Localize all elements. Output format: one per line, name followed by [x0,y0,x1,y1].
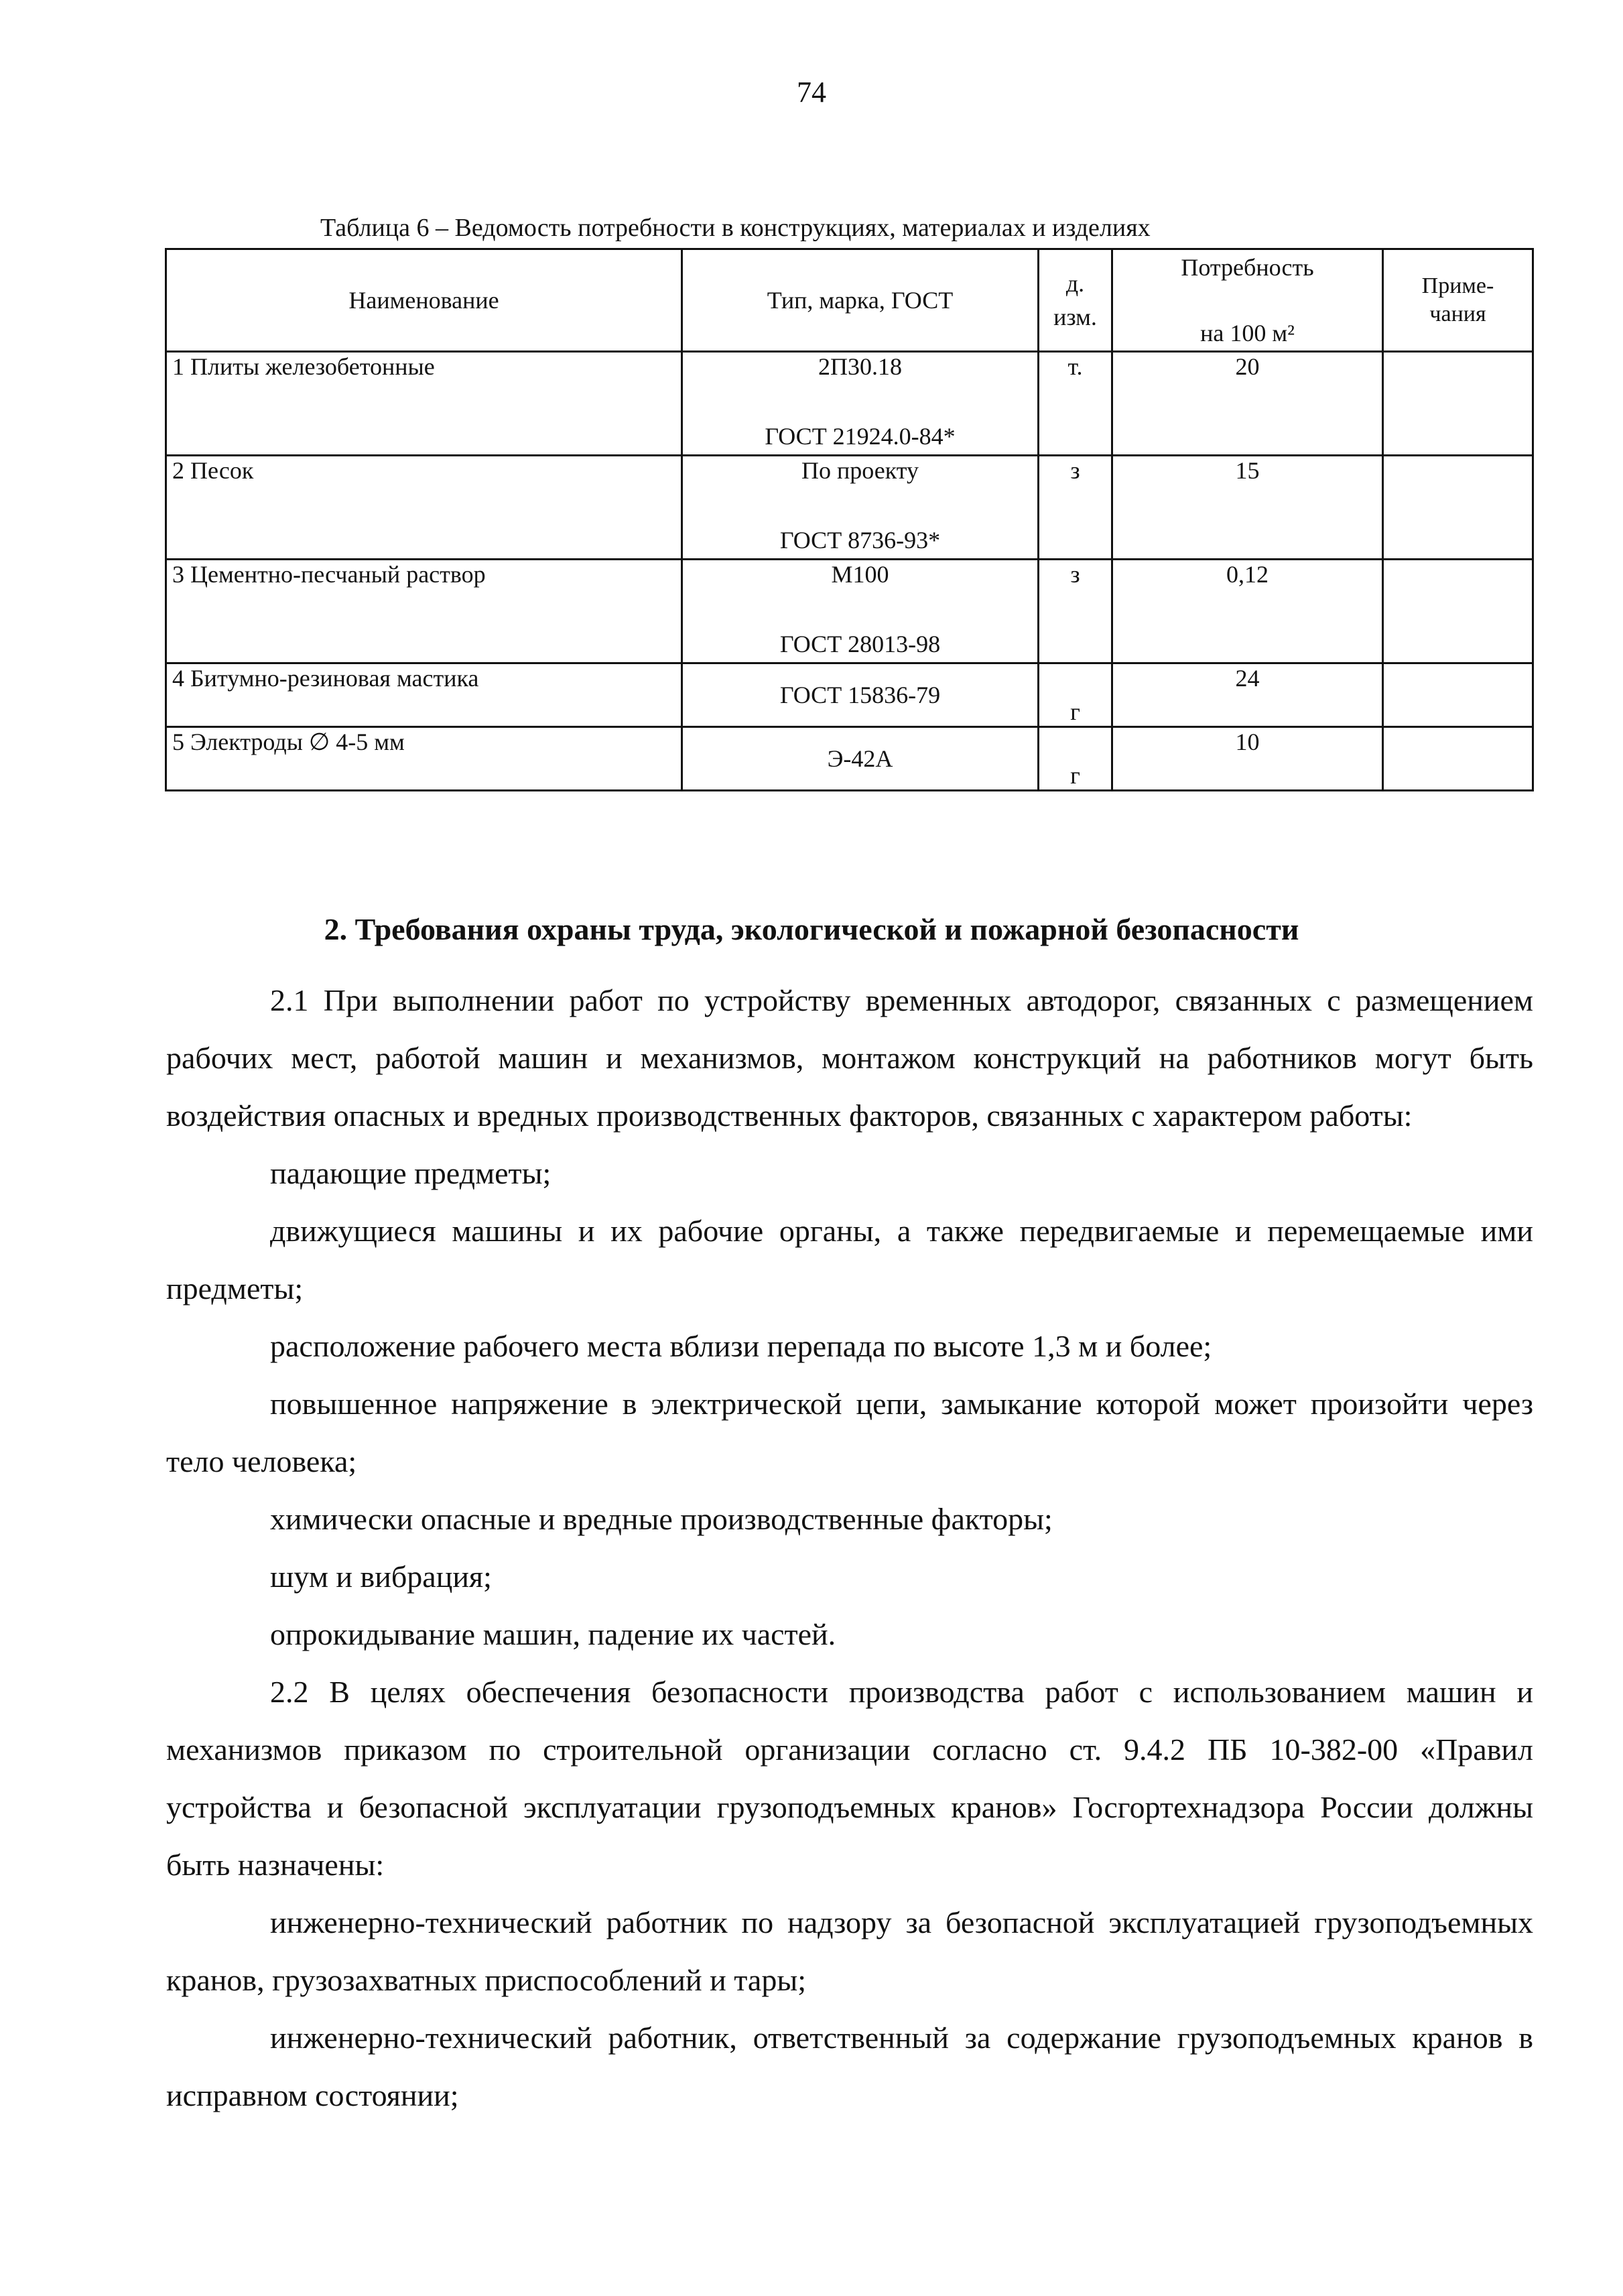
row-type [682,456,1039,560]
header-unit-bottom: изм. [1053,304,1097,330]
row-type-top: По проекту [801,457,919,484]
list-item: движущиеся машины и их рабочие органы, а также передвигаемые и перемещаемые ими предметы; [166,1214,1533,1305]
row-type: ГОСТ 15836-79 [682,663,1039,727]
table-header-row [166,249,1533,352]
row-unit: т. [1039,352,1112,456]
row-type-top: 2П30.18 [818,353,902,380]
row-qty: 10 [1112,727,1383,791]
header-notes [1383,249,1533,352]
table-row [166,663,1533,727]
section-heading: 2. Требования охраны труда, экологической и пожарной безопасности [324,912,1299,946]
list-item: повышенное напряжение в электрической цепи, замыкание которой может произойти через тело человека; [166,1387,1533,1478]
page-number: 74 [797,76,826,109]
row-type-bottom: ГОСТ 28013-98 [779,631,941,657]
row-name: 2 Песок [166,456,682,560]
header-unit-top: д. [1065,270,1085,297]
requirements-table [165,248,1534,791]
row-unit: з [1039,560,1112,663]
header-need [1112,249,1383,352]
row-type-top: М100 [831,561,889,588]
row-name: 1 Плиты железобетонные [166,352,682,456]
row-type: Э-42А [682,727,1039,791]
row-qty: 24 [1112,663,1383,727]
table-row [166,456,1533,560]
list-item: химически опасные и вредные производственные факторы; [270,1502,1053,1536]
header-need-bottom: на 100 м² [1200,320,1295,346]
row-qty: 20 [1112,352,1383,456]
table-row [166,560,1533,663]
row-unit: з [1039,456,1112,560]
section-body [166,972,1533,2124]
list-item: расположение рабочего места вблизи перепада по высоте 1,3 м и более; [270,1329,1212,1363]
row-note [1383,456,1533,560]
header-name: Наименование [166,249,682,352]
table-row [166,352,1533,456]
row-type [682,560,1039,663]
header-unit [1039,249,1112,352]
row-qty: 15 [1112,456,1383,560]
list-item: инженерно-технический работник, ответственный за содержание грузоподъемных кранов в исправном состоянии; [166,2021,1533,2112]
paragraph: 2.2 В целях обеспечения безопасности производства работ с использованием машин и механизмов приказом по строительной организации согласно ст. 9.4.2 ПБ 10-382-00 «Правил устройства и безопасной эксплуатации грузоподъемных кранов» Госгортехнадзора России должны быть назначены: [166,1675,1533,1882]
row-note [1383,727,1533,791]
list-item: шум и вибрация; [270,1559,492,1594]
list-item: опрокидывание машин, падение их частей. [270,1617,836,1651]
row-note [1383,560,1533,663]
row-unit: г [1039,663,1112,727]
row-name: 3 Цементно-песчаный раствор [166,560,682,663]
list-item: инженерно-технический работник по надзору за безопасной эксплуатацией грузоподъемных кранов, грузозахватных приспособлений и тары; [166,1905,1533,1997]
table-caption: Таблица 6 – Ведомость потребности в конструкциях, материалах и изделиях [320,214,1151,242]
header-notes-top: Приме- [1421,273,1494,298]
header-notes-bottom: чания [1429,302,1486,326]
paragraph: 2.1 При выполнении работ по устройству временных автодорог, связанных с размещением рабочих мест, работой машин и механизмов, монтажом конструкций на работников могут быть воздействия опасных и вредных производственных факторов, связанных с характером работы: [166,983,1533,1133]
header-need-top: Потребность [1181,254,1314,281]
row-type-bottom: ГОСТ 8736-93* [779,527,941,554]
row-note [1383,663,1533,727]
row-name: 5 Электроды ∅ 4-5 мм [166,727,682,791]
row-note [1383,352,1533,456]
table-row [166,727,1533,791]
header-type: Тип, марка, ГОСТ [682,249,1039,352]
row-unit: г [1039,727,1112,791]
list-item: падающие предметы; [270,1156,551,1190]
row-name: 4 Битумно-резиновая мастика [166,663,682,727]
row-qty: 0,12 [1112,560,1383,663]
row-type [682,352,1039,456]
row-type-bottom: ГОСТ 21924.0-84* [765,423,956,450]
